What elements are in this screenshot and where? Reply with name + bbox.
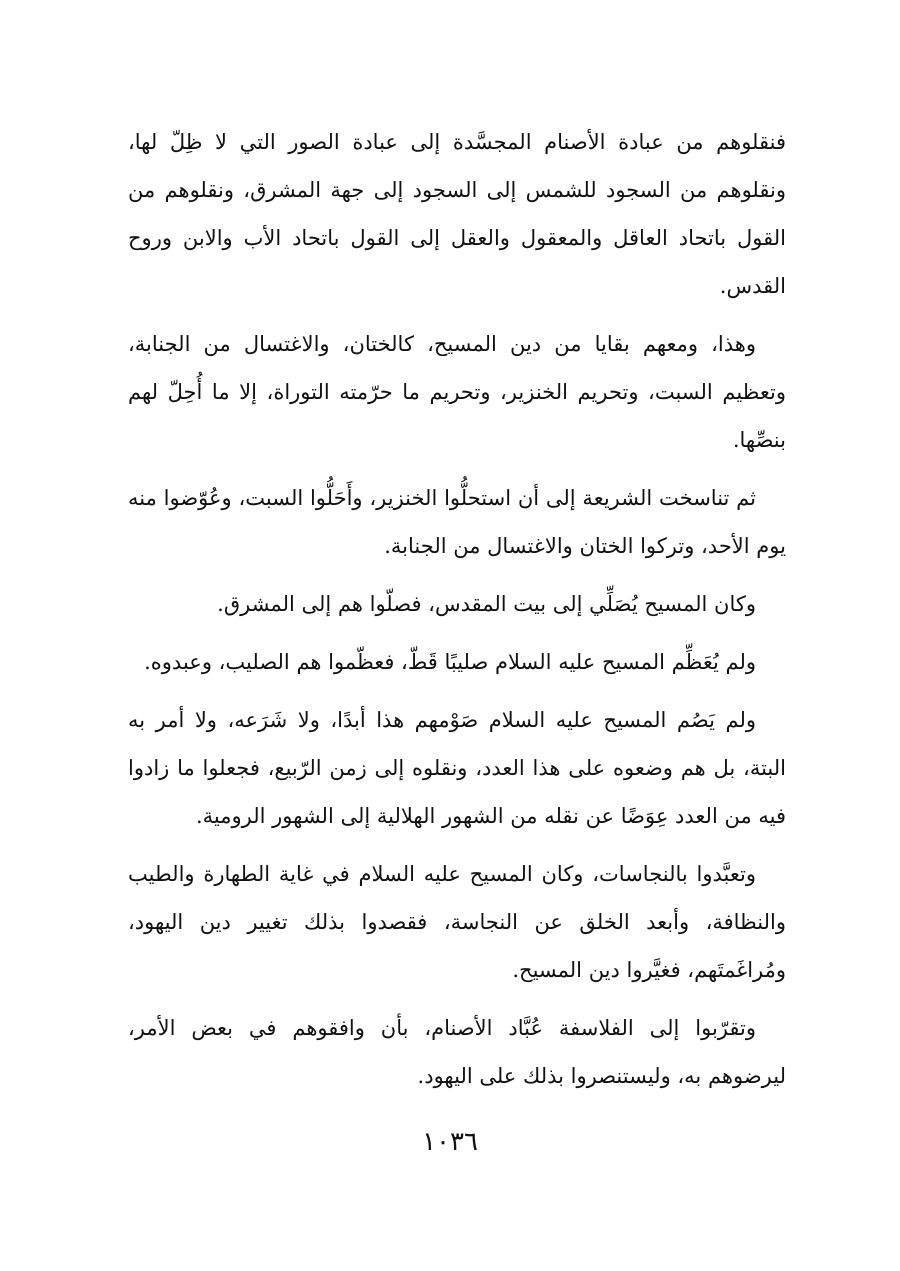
paragraph-5: ولم يُعَظِّم المسيح عليه السلام صليبًا قَطّ، فعظّموا هم الصليب، وعبدوه. <box>144 650 756 674</box>
paragraph-6: ولم يَصُم المسيح عليه السلام صَوْمهم هذا أبدًا، ولا شَرَعه، ولا أمر به البتة، بل هم وضعوه على هذا العدد، ونقلوه إلى زمن الرّبيع، فجعلوا ما زادوا فيه من العدد عِوَضًا عن نقله من الشهور الهلالية إلى الشهور الرومية. <box>128 708 786 828</box>
paragraph-7: وتعبَّدوا بالنجاسات، وكان المسيح عليه السلام في غاية الطهارة والطيب والنظافة، وأبعد الخلق عن النجاسة، فقصدوا بذلك تغيير دين اليهود، ومُراغَمتَهم، فغيَّروا دين المسيح. <box>128 862 786 982</box>
paragraph-1: فنقلوهم من عبادة الأصنام المجسَّدة إلى عبادة الصور التي لا ظِلّ لها، ونقلوهم من السجود للشمس إلى السجود إلى جهة المشرق، ونقلوهم من القول باتحاد العاقل والمعقول والعقل إلى القول باتحاد الأب والابن وروح القدس. <box>128 130 786 298</box>
paragraph-8: وتقرّبوا إلى الفلاسفة عُبَّاد الأصنام، بأن وافقوهم في بعض الأمر، ليرضوهم به، وليستنصروا بذلك على اليهود. <box>128 1016 786 1088</box>
paragraph-4: وكان المسيح يُصَلِّي إلى بيت المقدس، فصلّوا هم إلى المشرق. <box>217 592 756 616</box>
page-body-text <box>128 118 786 1110</box>
paragraph-2: وهذا، ومعهم بقايا من دين المسيح، كالختان، والاغتسال من الجنابة، وتعظيم السبت، وتحريم الخنزير، وتحريم ما حرّمته التوراة، إلا ما أُحِلّ لهم بنصِّها. <box>128 332 786 452</box>
paragraph-3: ثم تناسخت الشريعة إلى أن استحلُّوا الخنزير، وأَحَلُّوا السبت، وعُوّضوا منه يوم الأحد، وتركوا الختان والاغتسال من الجنابة. <box>128 486 786 558</box>
page-number: ١٠٣٦ <box>422 1127 478 1157</box>
